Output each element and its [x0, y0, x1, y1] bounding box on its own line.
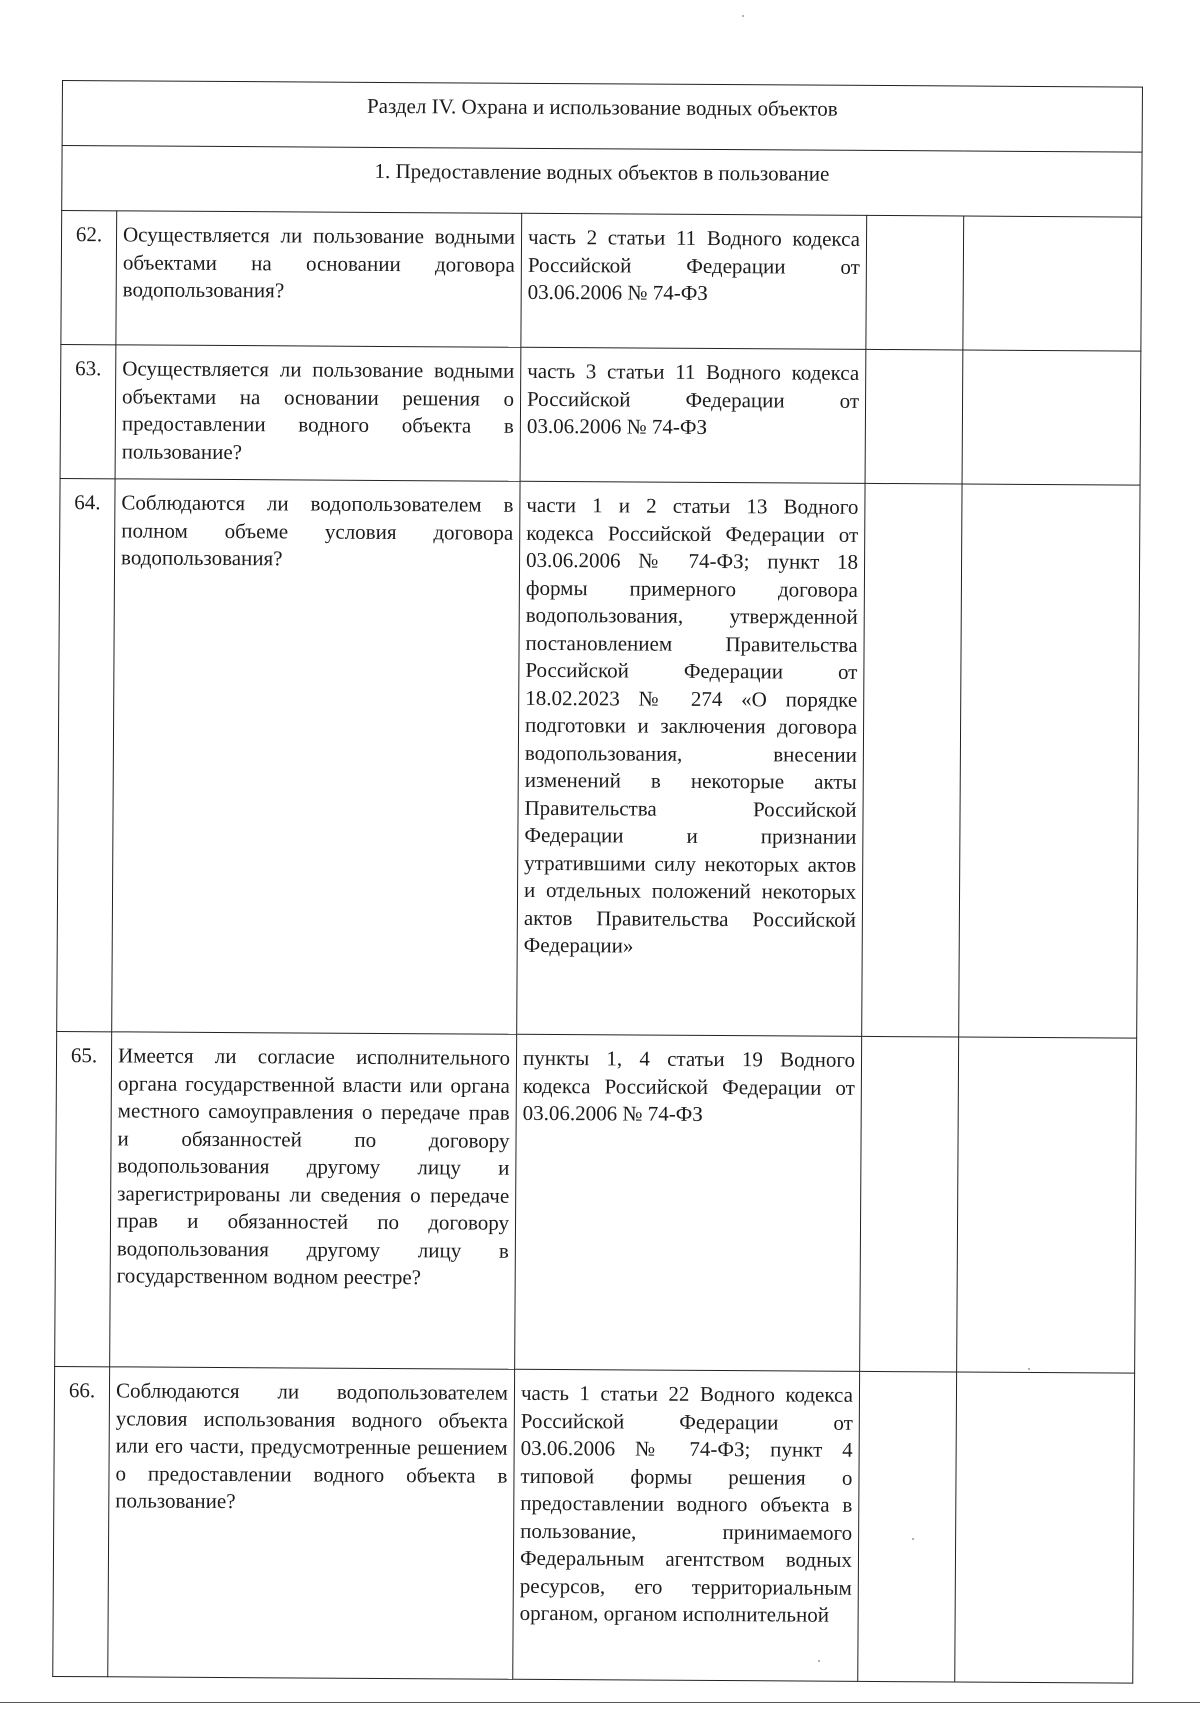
section-title: Раздел IV. Охрана и использование водных объектов [62, 81, 1142, 153]
answer-cell [866, 215, 964, 350]
answer-cell [860, 1036, 959, 1372]
answer-cell [865, 349, 963, 484]
table-row [53, 1366, 1135, 1683]
row-number: 63. [60, 344, 116, 478]
table-row [57, 478, 1140, 1038]
legal-reference: часть 3 статьи 11 Водного кодекса Российской Федерации от 03.06.2006 № 74-ФЗ [520, 347, 866, 483]
subsection-row [62, 146, 1142, 218]
requirement-question: Имеется ли согласие исполнительного органа государственной власти или органа местного самоуправления о передаче прав и обязанностей по договору водопользования другому лицу и зарегистрированы ли сведения о передаче прав и обязанностей по договору водопользования другому лицу в государственном водном реестре? [110, 1032, 517, 1369]
subsection-title: 1. Предоставление водных объектов в пользование [62, 146, 1142, 218]
note-cell [955, 1372, 1135, 1683]
scan-speck [818, 1660, 820, 1662]
row-number: 65. [55, 1031, 112, 1366]
section-row [62, 81, 1142, 153]
row-number: 64. [57, 478, 115, 1031]
legal-reference: часть 2 статьи 11 Водного кодекса Российской Федерации от 03.06.2006 № 74-ФЗ [521, 213, 867, 349]
table-row [61, 211, 1142, 352]
requirement-question: Осуществляется ли пользование водными объектами на основании договора водопользования? [116, 211, 522, 347]
scan-speck [912, 1538, 914, 1540]
requirement-question: Соблюдаются ли водопользователем в полном объеме условия договора водопользования? [112, 479, 520, 1034]
note-cell [962, 350, 1141, 485]
requirement-question: Соблюдаются ли водопользователем условия использования водного объекта или его части, предусмотренные решением о предоставлении водного объекта в пользование? [108, 1367, 515, 1679]
scan-speck [1028, 1368, 1030, 1370]
scan-speck [742, 15, 744, 17]
answer-cell [858, 1371, 957, 1682]
note-cell [963, 216, 1142, 351]
legal-reference: части 1 и 2 статьи 13 Водного кодекса Российской Федерации от 03.06.2006 № 74-ФЗ; пункт 18 формы примерного договора водопользования, утвержденной постановлением Правительства Российской Федерации от 18.02.2023 № 274 «О порядке подготовки и заключения договора водопользования, внесении изменений в некоторые акты Правительства Российской Федерации и признании утратившими силу некоторых актов и отдельных положений некоторых актов Правительства Российской Федерации» [517, 481, 865, 1036]
row-number: 66. [53, 1366, 110, 1676]
requirement-question: Осуществляется ли пользование водными объектами на основании решения о предоставлении водного объекта в пользование? [115, 345, 521, 481]
table-row [60, 344, 1141, 485]
inspection-checklist-table [52, 80, 1143, 1684]
note-cell [957, 1037, 1137, 1373]
legal-reference: часть 1 статьи 22 Водного кодекса Российской Федерации от 03.06.2006 № 74-ФЗ; пункт 4 типовой формы решения о предоставлении водного объекта в пользование, принимаемого Федеральным агентством водных ресурсов, его территориальным органом, органом исполнительной [513, 1369, 860, 1681]
table-row [55, 1031, 1137, 1373]
answer-cell [862, 483, 962, 1037]
page-bottom-edge [0, 1702, 1200, 1703]
legal-reference: пункты 1, 4 статьи 19 Водного кодекса Российской Федерации от 03.06.2006 № 74-ФЗ [515, 1034, 862, 1371]
note-cell [959, 484, 1140, 1038]
row-number: 62. [61, 211, 117, 345]
